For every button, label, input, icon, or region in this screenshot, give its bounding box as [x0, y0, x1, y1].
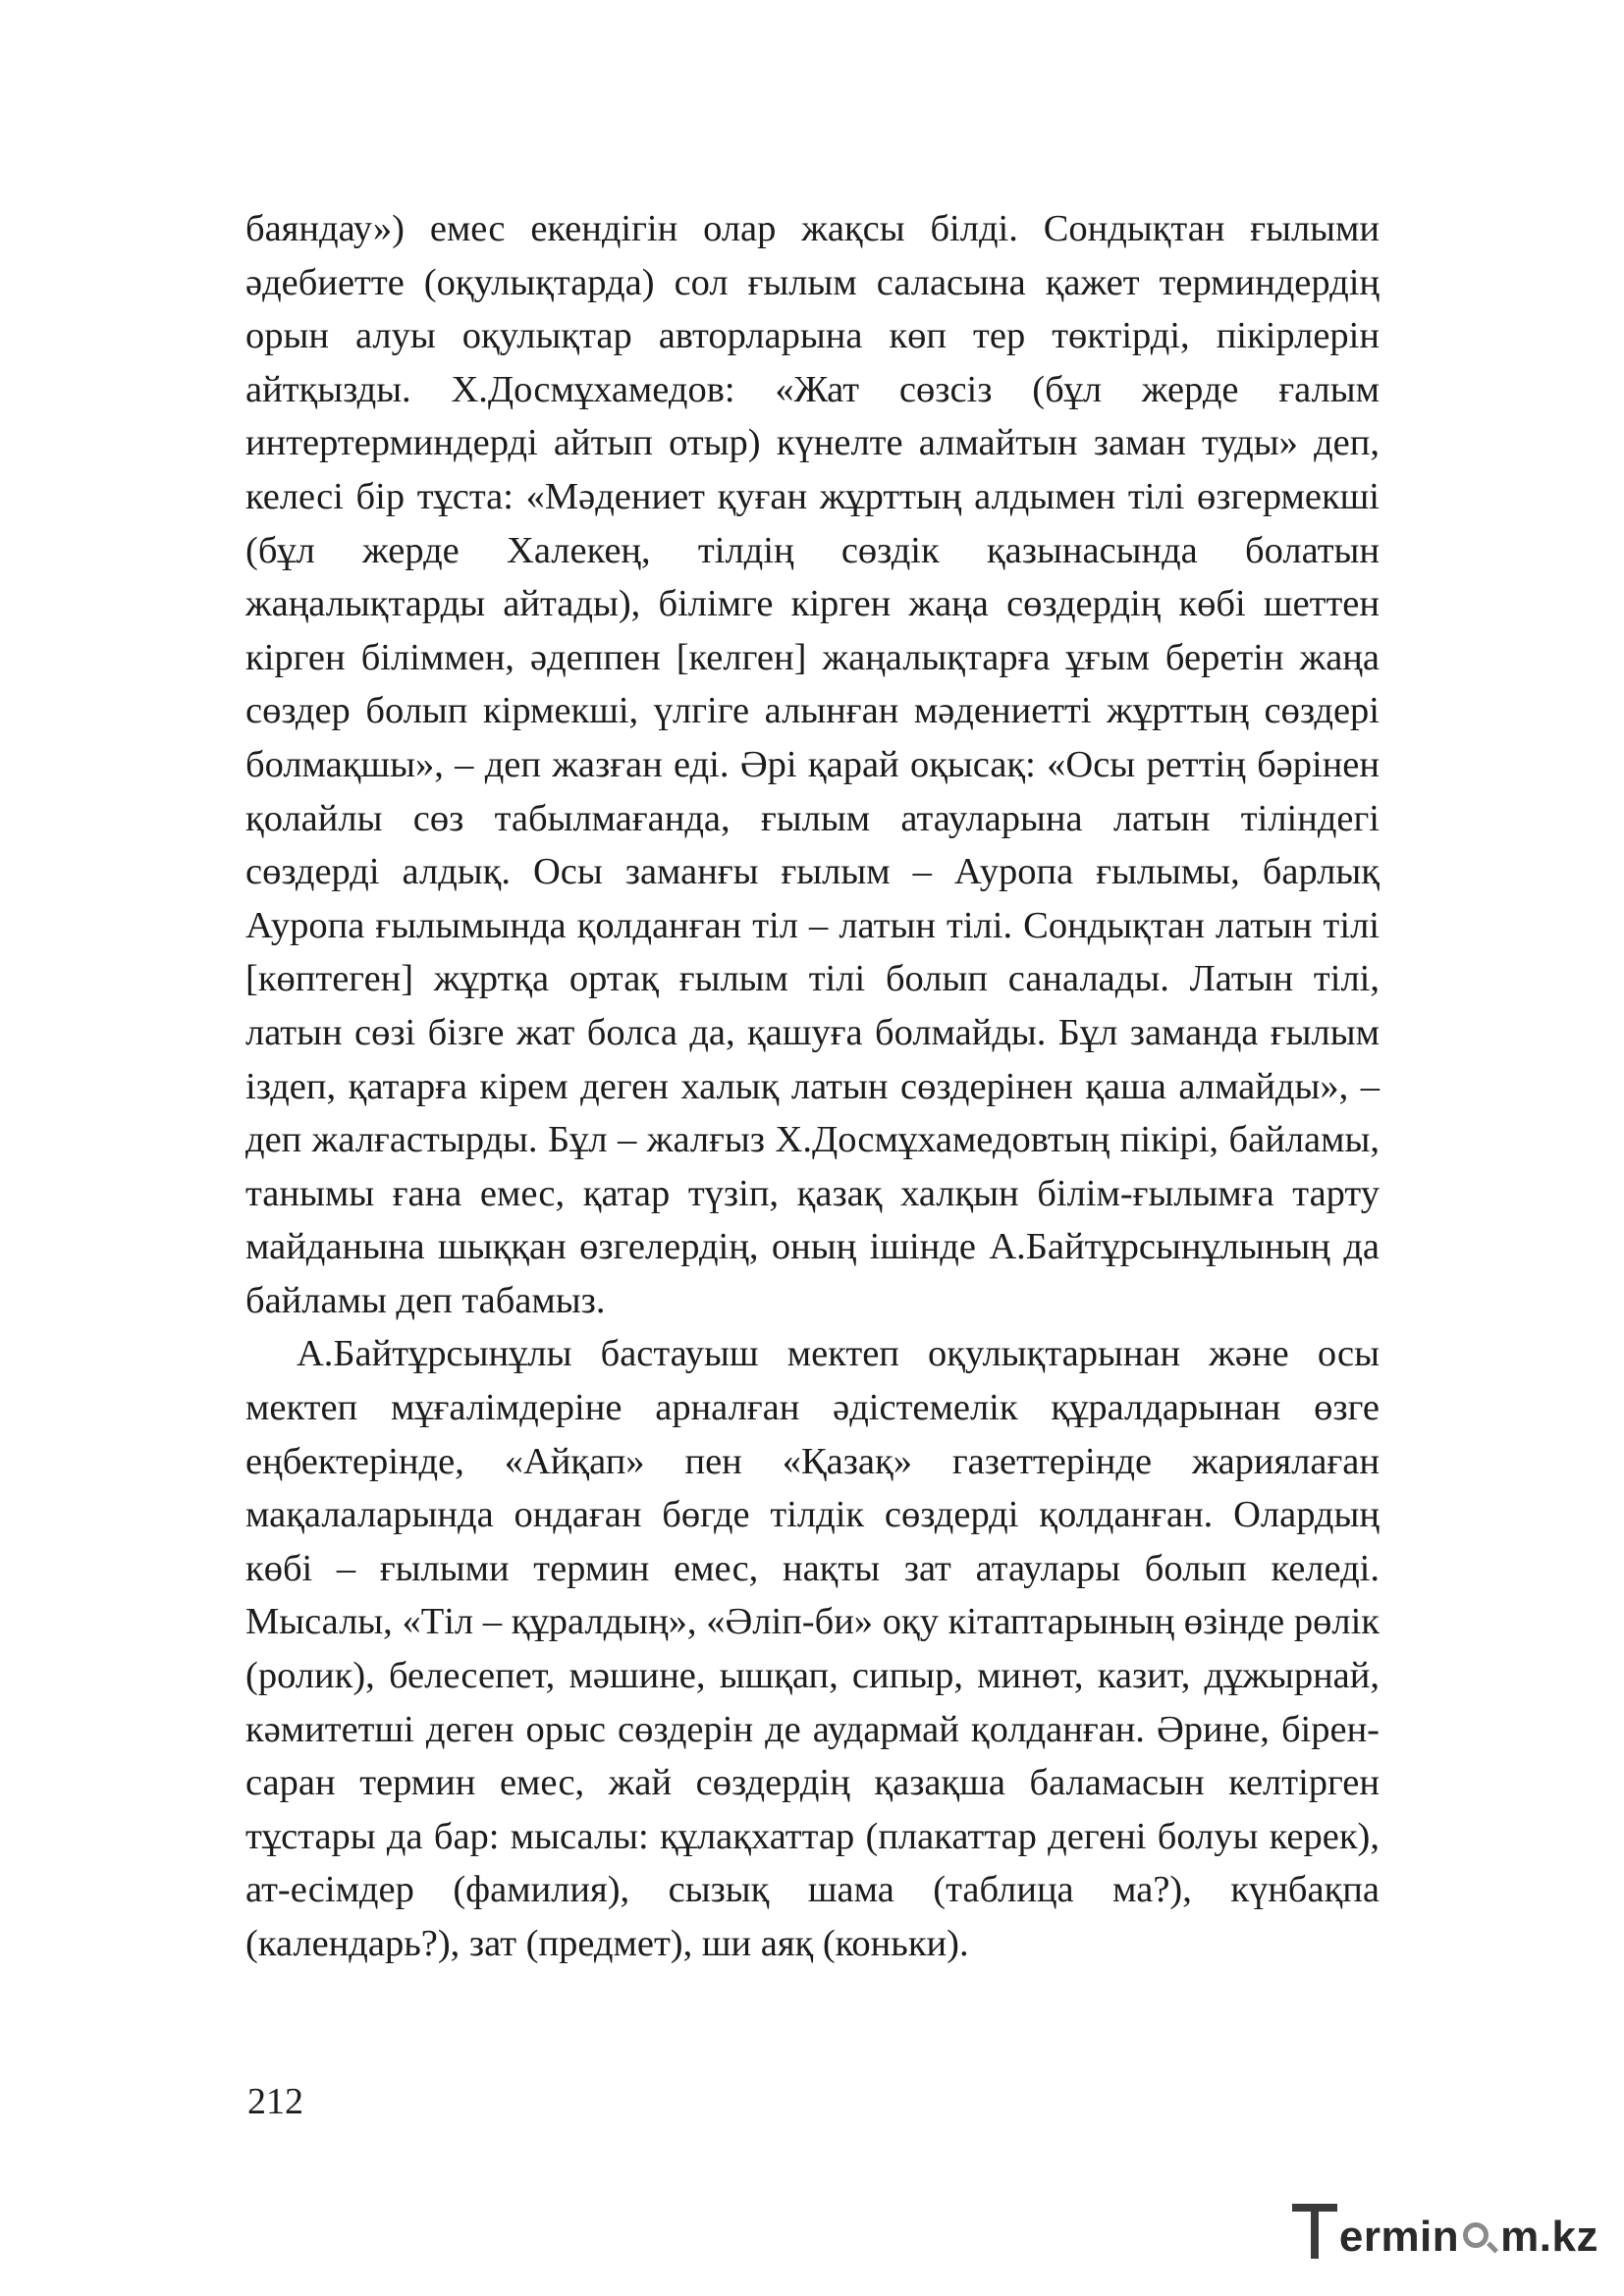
page-number: 212	[247, 2081, 303, 2122]
watermark-text-end: m.kz	[1500, 2213, 1598, 2261]
termincom-watermark	[1292, 2192, 1598, 2261]
paragraph-1: баяндау») емес екендігін олар жақсы білді. Сондықтан ғылыми әдебиетте (оқулықтарда) сол ғылым саласына қажет терминдердің орын алуы оқулықтар авторларына көп тер төктірді, пікірлерін айтқызды. Х.Досмұхамедов: «Жат сөзсіз (бұл жерде ғалым интертерминдерді айтып отыр) күнелте алмайтын заман туды» деп, келесі бір тұста: «Мәдениет қуған жұрттың алдымен тілі өзгермекші (бұл жерде Халекең, тілдің сөздік қазынасында болатын жаңалықтарды айтады), білімге кірген жаңа сөздердің көбі шеттен кірген біліммен, әдеппен [келген] жаңалықтарға ұғым беретін жаңа сөздер болып кірмекші, үлгіге алынған мәдениетті жұрттың сөздері болмақшы», – деп жазған еді. Әрі қарай оқысақ: «Осы реттің бәрінен қолайлы сөз табылмағанда, ғылым атауларына латын тіліндегі сөздерді алдық. Осы заманғы ғылым – Ауропа ғылымы, барлық Ауропа ғылымында қолданған тіл – латын тілі. Сондықтан латын тілі [көптеген] жұртқа ортақ ғылым тілі болып саналады. Латын тілі, латын сөзі бізге жат болса да, қашуға болмайды. Бұл заманда ғылым іздеп, қатарға кірем деген халық латын сөздерінен қаша алмайды», – деп жалғастырды. Бұл – жалғыз Х.Досмұхамедовтың пікірі, байламы, танымы ғана емес, қатар түзіп, қазақ халқын білім-ғылымға тарту майданына шыққан өзгелердің, оның ішінде А.Байтұрсынұлының да байламы деп табамыз.	[245, 208, 1380, 1321]
paragraph-2: А.Байтұрсынұлы бастауыш мектеп оқулықтарынан және осы мектеп мұғалімдеріне арналған әдістемелік құралдарынан өзге еңбектерінде, «Айқап» пен «Қазақ» газеттерінде жариялаған мақалаларында ондаған бөгде тілдік сөздерді қолданған. Олардың көбі – ғылыми термин емес, нақты зат атаулары болып келеді. Мысалы, «Тіл – құралдың», «Әліп-би» оқу кітаптарының өзінде рөлік (ролик), белесепет, мәшине, ышқап, сипыр, минөт, казит, дұжырнай, кәмитетші деген орыс сөздерін де аудармай қолданған. Әрине, бірен-саран термин емес, жай сөздердің қазақша баламасын келтірген тұстары да бар: мысалы: құлақхаттар (плакаттар дегені болуы керек), ат-есімдер (фамилия), сызық шама (таблица ма?), күнбақпа (календарь?), зат (предмет), ши аяқ (коньки).	[245, 1333, 1380, 1964]
magnifier-icon	[1462, 2221, 1497, 2257]
t-letter-icon	[1292, 2198, 1337, 2261]
page-body	[245, 202, 1380, 1971]
watermark-text-start: ermin	[1338, 2213, 1460, 2261]
